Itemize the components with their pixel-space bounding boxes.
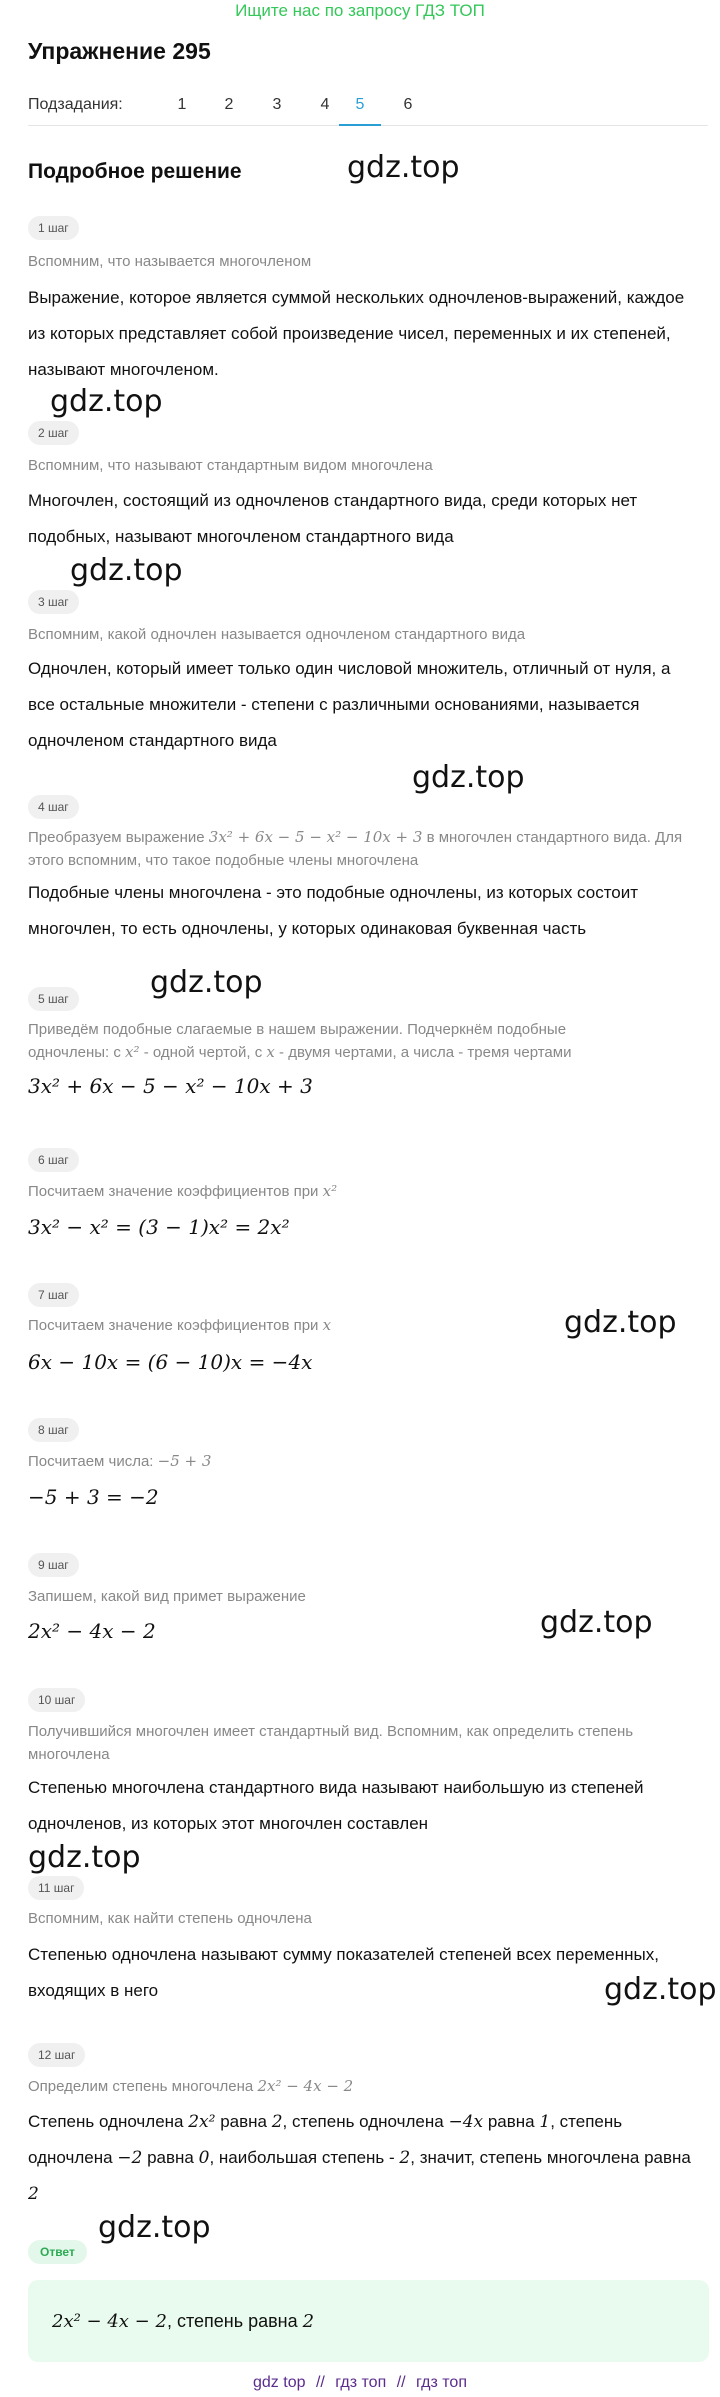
watermark: gdz.top: [564, 1305, 677, 1340]
step-text-part: , наибольшая степень -: [209, 2148, 395, 2167]
step-hint-math: 2x² − 4x − 2: [257, 2077, 354, 2095]
step-text: Выражение, которое является суммой нескольких одночленов-выражений, каждое из которых представляет собой произведение чисел, переменных и их степеней, называют многочленом.: [28, 288, 685, 379]
watermark: gdz.top: [347, 150, 460, 185]
step-hint: Вспомним, что называется многочленом: [28, 253, 312, 270]
tab-subtask-3[interactable]: 3: [272, 96, 282, 113]
footer-link[interactable]: gdz top: [253, 2374, 306, 2391]
step-hint-line: [28, 1041, 688, 1064]
top-banner[interactable]: Ищите нас по запросу ГДЗ ТОП: [235, 1, 485, 20]
page-title: Упражнение 295: [28, 38, 211, 64]
step-hint: [28, 826, 688, 872]
step-hint: Вспомним, какой одночлен называется одночленом стандартного вида: [28, 626, 526, 643]
watermark: gdz.top: [540, 1605, 653, 1640]
tab-subtask-5[interactable]: 5: [355, 96, 365, 113]
answer-degree: 2: [302, 2311, 315, 2332]
step-text-part: , значит, степень многочлена равна: [410, 2148, 691, 2167]
step-hint: [28, 1180, 688, 1203]
step-badge: 3 шаг: [28, 590, 79, 614]
step-hint-text: - одной чертой, с: [143, 1044, 263, 1061]
step-text-part: , степень одночлена: [282, 2112, 444, 2131]
subtasks-nav: [28, 92, 708, 126]
step-badge: 1 шаг: [28, 216, 79, 240]
watermark: gdz.top: [412, 760, 525, 795]
step-text: Степенью многочлена стандартного вида называют наибольшую из степеней одночленов, из которых этот многочлен составлен: [28, 1778, 644, 1833]
footer-separator: //: [396, 2374, 406, 2391]
step-badge: 5 шаг: [28, 987, 79, 1011]
step-hint-text: Преобразуем выражение: [28, 829, 205, 846]
section-title: Подробное решение: [28, 160, 242, 183]
step-badge: 6 шаг: [28, 1148, 79, 1172]
watermark: gdz.top: [50, 384, 163, 419]
step-text: Одночлен, который имеет только один числовой множитель, отличный от нуля, а все остальные множители - степени с различными основаниями, называется одночленом стандартного вида: [28, 659, 671, 750]
active-tab-underline: [339, 124, 381, 126]
step-text-math: 2: [271, 2112, 283, 2132]
tab-subtask-4[interactable]: 4: [320, 96, 330, 113]
step-hint-math: x²: [125, 1043, 140, 1061]
tab-subtask-6[interactable]: 6: [403, 96, 413, 113]
watermark: gdz.top: [70, 553, 183, 588]
subtasks-label: Подзадания:: [28, 96, 123, 113]
step-hint-text: Посчитаем значение коэффициентов при: [28, 1317, 319, 1334]
step-badge: 8 шаг: [28, 1418, 79, 1442]
step-text-math: 2x²: [188, 2112, 216, 2132]
step-hint: Вспомним, что называют стандартным видом многочлена: [28, 457, 433, 474]
watermark: gdz.top: [28, 1840, 141, 1875]
step-text-math: −2: [117, 2148, 143, 2168]
formula: 3x² + 6x − 5 − x² − 10x + 3: [28, 1074, 313, 1098]
step-text-part: , степень одночлена: [28, 2112, 623, 2167]
step-text-math: 2: [28, 2184, 39, 2204]
step-hint-text: одночлены: с: [28, 1044, 121, 1061]
step-text: Многочлен, состоящий из одночленов стандартного вида, среди которых нет подобных, называют многочленом стандартного вида: [28, 491, 638, 546]
tab-subtask-2[interactable]: 2: [224, 96, 234, 113]
watermark: gdz.top: [98, 2210, 211, 2245]
step-hint-math: x: [266, 1043, 275, 1061]
step-hint: [28, 1450, 688, 1473]
step-badge: 9 шаг: [28, 1553, 79, 1577]
step-hint: [28, 2075, 688, 2098]
step-text: [28, 2104, 700, 2212]
step-hint: Вспомним, как найти степень одночлена: [28, 1910, 312, 1927]
step-hint-math: −5 + 3: [157, 1452, 212, 1470]
step-hint-math: x²: [322, 1182, 338, 1200]
step-text-math: 0: [198, 2148, 210, 2168]
footer-link[interactable]: гдз топ: [335, 2374, 387, 2391]
step-text-math: −4x: [448, 2112, 484, 2132]
step-hint-text: Посчитаем значение коэффициентов при: [28, 1183, 319, 1200]
step-hint-text: - двумя чертами, а числа - тремя чертами: [279, 1044, 572, 1061]
step-badge: 2 шаг: [28, 421, 79, 445]
step-text-part: равна: [147, 2148, 194, 2167]
step-hint-text: Приведём подобные слагаемые в нашем выражении. Подчеркнём подобные: [28, 1021, 567, 1038]
step-text: Степенью одночлена называют сумму показателей степеней всех переменных, входящих в него: [28, 1945, 659, 2000]
answer-math: 2x² − 4x − 2: [52, 2311, 167, 2332]
answer-box: [28, 2280, 709, 2362]
step-badge: 12 шаг: [28, 2043, 85, 2067]
formula: −5 + 3 = −2: [28, 1485, 159, 1509]
answer-text: , степень равна: [166, 2311, 298, 2331]
watermark: gdz.top: [604, 1972, 717, 2007]
step-text-math: 2: [399, 2148, 411, 2168]
step-hint-text: в многочлен стандартного вида. Для этого вспомним, что такое подобные члены многочлена: [28, 829, 683, 869]
step-text-part: Степень одночлена: [28, 2112, 184, 2131]
step-hint: [28, 1314, 688, 1337]
step-badge: 7 шаг: [28, 1283, 79, 1307]
step-badge: 4 шаг: [28, 795, 79, 819]
answer-badge: Ответ: [28, 2240, 87, 2264]
step-text-math: 1: [539, 2112, 551, 2132]
step-text-part: равна: [487, 2112, 535, 2131]
watermark: gdz.top: [150, 965, 263, 1000]
formula: 6x − 10x = (6 − 10)x = −4x: [28, 1350, 313, 1374]
step-hint-text: Определим степень многочлена: [28, 2078, 254, 2095]
formula: 3x² − x² = (3 − 1)x² = 2x²: [28, 1215, 290, 1239]
tab-subtask-1[interactable]: 1: [177, 96, 187, 113]
step-hint-text: Посчитаем числа:: [28, 1453, 154, 1470]
step-hint-math: 3x² + 6x − 5 − x² − 10x + 3: [208, 828, 423, 846]
footer-separator: //: [315, 2374, 325, 2391]
footer-link[interactable]: гдз топ: [416, 2374, 467, 2391]
step-badge: 10 шаг: [28, 1688, 85, 1712]
formula: 2x² − 4x − 2: [28, 1619, 156, 1643]
step-hint-math: x: [322, 1316, 332, 1334]
step-badge: 11 шаг: [28, 1876, 84, 1900]
step-hint: Запишем, какой вид примет выражение: [28, 1588, 306, 1605]
step-hint: Получившийся многочлен имеет стандартный вид. Вспомним, как определить степень многочлена: [28, 1723, 634, 1763]
footer-links: [0, 2374, 720, 2392]
step-text: Подобные члены многочлена - это подобные одночлены, из которых состоит многочлен, то есть одночлены, у которых одинаковая буквенная часть: [28, 883, 639, 938]
step-hint: [28, 1018, 688, 1064]
step-text-part: равна: [220, 2112, 267, 2131]
